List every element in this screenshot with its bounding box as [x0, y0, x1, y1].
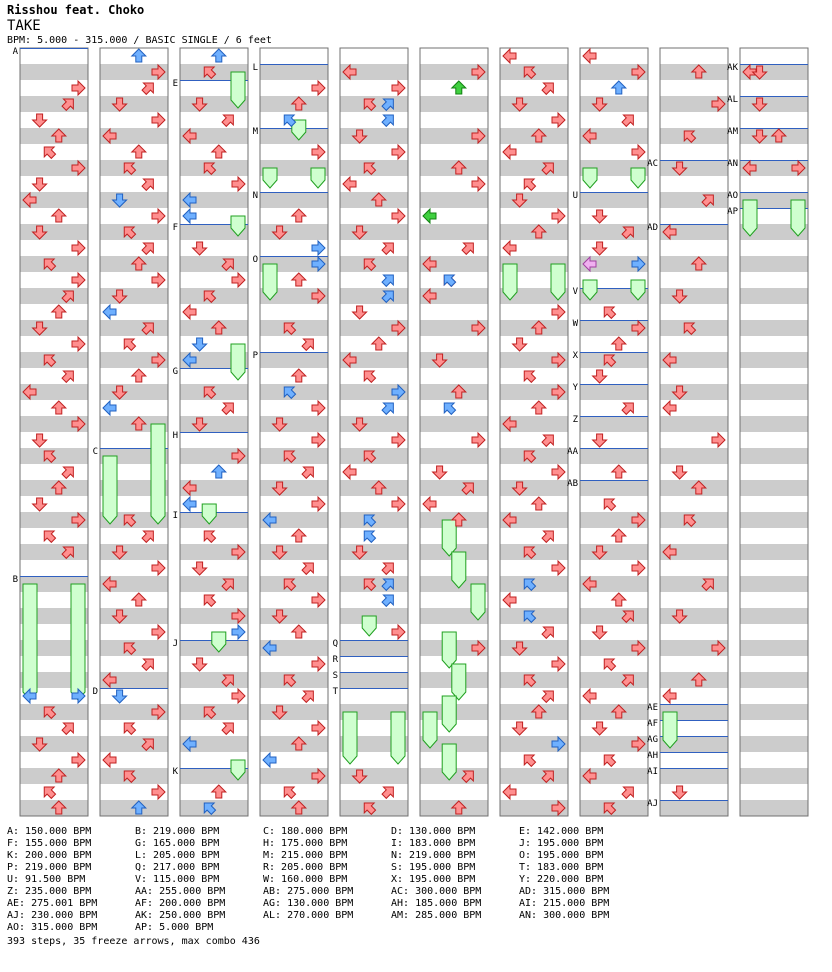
beat-stripe: [660, 800, 728, 816]
bpm-marker-label: C: [92, 447, 98, 457]
beat-stripe: [340, 288, 408, 304]
beat-stripe: [180, 256, 248, 272]
beat-stripe: [100, 320, 168, 336]
beat-stripe: [740, 768, 808, 784]
bpm-marker-label: AG: [647, 735, 658, 745]
beat-stripe: [260, 544, 328, 560]
bpm-change-entry: AF: 200.000 BPM: [135, 898, 226, 909]
beat-stripe: [20, 288, 88, 304]
bpm-marker-label: AA: [567, 447, 578, 457]
beat-stripe: [740, 608, 808, 624]
bpm-marker-label: D: [92, 687, 98, 697]
freeze-arrow: [791, 200, 805, 236]
bpm-change-entry: R: 205.000 BPM: [263, 862, 348, 873]
freeze-arrow: [442, 696, 456, 732]
beat-stripe: [660, 768, 728, 784]
bpm-marker-label: Q: [332, 639, 338, 649]
beat-stripe: [740, 96, 808, 112]
beat-stripe: [100, 544, 168, 560]
freeze-arrow: [442, 520, 456, 556]
bpm-marker-label: L: [252, 63, 258, 73]
bpm-marker-label: U: [572, 191, 578, 201]
bpm-marker-label: T: [332, 687, 338, 697]
beat-stripe: [740, 384, 808, 400]
bpm-change-entry: M: 215.000 BPM: [263, 850, 348, 861]
bpm-change-entry: AB: 275.000 BPM: [263, 886, 354, 897]
beat-stripe: [20, 96, 88, 112]
bpm-change-entry: AI: 215.000 BPM: [519, 898, 610, 909]
beat-stripe: [260, 64, 328, 80]
chart-info: BPM: 5.000 - 315.000 / BASIC SINGLE / 6 feet: [7, 35, 272, 46]
beat-stripe: [500, 768, 568, 784]
bpm-marker-label: AL: [727, 95, 738, 105]
bpm-marker-label: J: [172, 639, 178, 649]
beat-stripe: [660, 608, 728, 624]
beat-stripe: [740, 320, 808, 336]
beat-stripe: [260, 608, 328, 624]
bpm-marker-label: X: [572, 351, 578, 361]
bpm-marker-label: AC: [647, 159, 658, 169]
beat-stripe: [420, 224, 488, 240]
beat-stripe: [420, 192, 488, 208]
bpm-marker-label: B: [12, 575, 18, 585]
freeze-arrow: [743, 200, 757, 236]
beat-stripe: [100, 608, 168, 624]
beat-stripe: [740, 256, 808, 272]
beat-stripe: [500, 640, 568, 656]
bpm-marker-label: AK: [727, 63, 738, 73]
bpm-marker-label: G: [172, 367, 178, 377]
bpm-change-entry: G: 165.000 BPM: [135, 838, 220, 849]
beat-stripe: [260, 352, 328, 368]
beat-stripe: [580, 608, 648, 624]
bpm-change-entry: C: 180.000 BPM: [263, 826, 348, 837]
bpm-change-entry: AO: 315.000 BPM: [7, 922, 98, 933]
beat-stripe: [500, 480, 568, 496]
freeze-arrow: [471, 584, 485, 620]
bpm-change-entry: U: 91.500 BPM: [7, 874, 86, 885]
song-artist: Risshou feat. Choko: [7, 3, 145, 17]
beat-stripe: [740, 544, 808, 560]
bpm-change-entry: D: 130.000 BPM: [391, 826, 476, 837]
beat-stripe: [180, 416, 248, 432]
beat-stripe: [500, 192, 568, 208]
beat-stripe: [100, 384, 168, 400]
freeze-arrow: [71, 584, 85, 700]
bpm-marker-label: AF: [647, 719, 658, 729]
bpm-change-entry: O: 195.000 BPM: [519, 850, 604, 861]
beat-stripe: [260, 224, 328, 240]
bpm-marker-label: AB: [567, 479, 578, 489]
bpm-change-entry: T: 183.000 BPM: [519, 862, 604, 873]
bpm-marker-label: K: [172, 767, 178, 777]
beat-stripe: [740, 800, 808, 816]
bpm-change-entry: L: 205.000 BPM: [135, 850, 220, 861]
bpm-marker-label: AO: [727, 191, 738, 201]
bpm-change-entry: AD: 315.000 BPM: [519, 886, 610, 897]
beat-stripe: [580, 480, 648, 496]
bpm-change-entry: S: 195.000 BPM: [391, 862, 476, 873]
bpm-marker-label: P: [252, 351, 258, 361]
beat-stripe: [660, 288, 728, 304]
beat-stripe: [580, 384, 648, 400]
beat-stripe: [660, 416, 728, 432]
beat-stripe: [580, 544, 648, 560]
bpm-change-entry: A: 150.000 BPM: [7, 826, 92, 837]
beat-stripe: [740, 352, 808, 368]
beat-stripe: [20, 64, 88, 80]
bpm-marker-label: AP: [727, 207, 738, 217]
beat-stripe: [100, 736, 168, 752]
bpm-marker-label: AE: [647, 703, 658, 713]
beat-stripe: [660, 384, 728, 400]
freeze-arrow: [663, 712, 677, 748]
beat-stripe: [660, 576, 728, 592]
bpm-change-entry: I: 183.000 BPM: [391, 838, 476, 849]
bpm-marker-label: I: [172, 511, 178, 521]
freeze-arrow: [503, 264, 517, 300]
bpm-change-entry: P: 219.000 BPM: [7, 862, 92, 873]
beat-stripe: [340, 224, 408, 240]
bpm-marker-label: M: [252, 127, 258, 137]
beat-stripe: [340, 672, 408, 688]
beat-stripe: [260, 416, 328, 432]
freeze-arrow: [103, 456, 117, 524]
beat-stripe: [500, 160, 568, 176]
bpm-marker-label: Y: [572, 383, 578, 393]
beat-stripe: [20, 544, 88, 560]
bpm-change-entry: V: 115.000 BPM: [135, 874, 220, 885]
bpm-marker-label: R: [332, 655, 338, 665]
bpm-change-entry: AA: 255.000 BPM: [135, 886, 226, 897]
beat-stripe: [580, 672, 648, 688]
chart-columns: [20, 48, 808, 816]
bpm-change-entry: Q: 217.000 BPM: [135, 862, 220, 873]
bpm-change-entry: W: 160.000 BPM: [263, 874, 348, 885]
beat-stripe: [420, 352, 488, 368]
song-title: TAKE: [7, 18, 41, 34]
bpm-marker-label: A: [12, 47, 18, 57]
beat-stripe: [260, 192, 328, 208]
beat-stripe: [20, 736, 88, 752]
bpm-change-entry: Z: 235.000 BPM: [7, 886, 92, 897]
bpm-marker-label: N: [252, 191, 258, 201]
bpm-change-entry: AC: 300.000 BPM: [391, 886, 482, 897]
beat-stripe: [580, 416, 648, 432]
bpm-change-entry: N: 219.000 BPM: [391, 850, 476, 861]
beat-stripe: [20, 320, 88, 336]
beat-stripe: [740, 448, 808, 464]
beat-stripe: [580, 96, 648, 112]
beat-stripe: [420, 96, 488, 112]
bpm-marker-label: H: [172, 431, 178, 441]
beat-stripe: [580, 192, 648, 208]
freeze-arrow: [442, 632, 456, 668]
beat-stripe: [740, 736, 808, 752]
beat-stripe: [660, 448, 728, 464]
bpm-marker-label: V: [572, 287, 578, 297]
bpm-marker-label: O: [252, 255, 258, 265]
bpm-change-entry: AH: 185.000 BPM: [391, 898, 482, 909]
beat-stripe: [340, 416, 408, 432]
beat-stripe: [740, 576, 808, 592]
freeze-arrow: [231, 72, 245, 108]
bpm-marker-label: E: [172, 79, 178, 89]
bpm-change-entry: E: 142.000 BPM: [519, 826, 604, 837]
bpm-change-entry: AP: 5.000 BPM: [135, 922, 214, 933]
beat-stripe: [740, 416, 808, 432]
bpm-marker-label: F: [172, 223, 178, 233]
freeze-arrow: [551, 264, 565, 300]
beat-stripe: [740, 640, 808, 656]
freeze-arrow: [452, 552, 466, 588]
bpm-change-entry: AN: 300.000 BPM: [519, 910, 610, 921]
bpm-marker-label: AN: [727, 159, 738, 169]
bpm-marker-label: Z: [572, 415, 578, 425]
beat-stripe: [180, 576, 248, 592]
freeze-arrow: [452, 664, 466, 700]
bpm-marker-label: S: [332, 671, 338, 681]
beat-stripe: [740, 672, 808, 688]
beat-stripe: [100, 96, 168, 112]
beat-stripe: [740, 512, 808, 528]
beat-stripe: [260, 704, 328, 720]
bpm-change-entry: J: 195.000 BPM: [519, 838, 604, 849]
beat-stripe: [340, 768, 408, 784]
beat-stripe: [660, 160, 728, 176]
chart-summary: 393 steps, 35 freeze arrows, max combo 436: [7, 936, 260, 947]
bpm-change-entry: AM: 285.000 BPM: [391, 910, 482, 921]
beat-stripe: [100, 192, 168, 208]
beat-stripe: [740, 288, 808, 304]
beat-stripe: [180, 672, 248, 688]
beat-stripe: [420, 416, 488, 432]
freeze-arrow: [23, 584, 37, 700]
beat-stripe: [740, 704, 808, 720]
bpm-marker-label: AM: [727, 127, 738, 137]
freeze-arrow: [423, 712, 437, 748]
freeze-arrow: [231, 344, 245, 380]
beat-stripe: [580, 448, 648, 464]
beat-stripe: [500, 96, 568, 112]
bpm-marker-label: AI: [647, 767, 658, 777]
beat-stripe: [260, 480, 328, 496]
beat-stripe: [420, 480, 488, 496]
bpm-change-entry: AJ: 230.000 BPM: [7, 910, 98, 921]
freeze-arrow: [263, 264, 277, 300]
bpm-change-entry: B: 219.000 BPM: [135, 826, 220, 837]
bpm-change-entry: AK: 250.000 BPM: [135, 910, 226, 921]
beat-stripe: [100, 288, 168, 304]
beat-stripe: [580, 224, 648, 240]
beat-stripe: [340, 640, 408, 656]
beat-stripe: [740, 480, 808, 496]
bpm-marker-label: W: [572, 319, 578, 329]
bpm-marker-label: AJ: [647, 799, 658, 809]
bpm-change-entry: AL: 270.000 BPM: [263, 910, 354, 921]
bpm-change-entry: X: 195.000 BPM: [391, 874, 476, 885]
freeze-arrow: [343, 712, 357, 764]
beat-stripe: [20, 224, 88, 240]
bpm-change-entry: K: 200.000 BPM: [7, 850, 92, 861]
bpm-change-entry: AG: 130.000 BPM: [263, 898, 354, 909]
bpm-change-entry: H: 175.000 BPM: [263, 838, 348, 849]
freeze-arrow: [391, 712, 405, 764]
beat-stripe: [420, 448, 488, 464]
bpm-marker-label: AH: [647, 751, 658, 761]
beat-stripe: [660, 192, 728, 208]
freeze-arrow: [151, 424, 165, 524]
bpm-marker-label: AD: [647, 223, 658, 233]
bpm-change-entry: Y: 220.000 BPM: [519, 874, 604, 885]
freeze-arrow: [442, 744, 456, 780]
beat-stripe: [340, 544, 408, 560]
bpm-change-entry: F: 155.000 BPM: [7, 838, 92, 849]
bpm-change-entry: AE: 275.001 BPM: [7, 898, 98, 909]
beat-stripe: [340, 128, 408, 144]
